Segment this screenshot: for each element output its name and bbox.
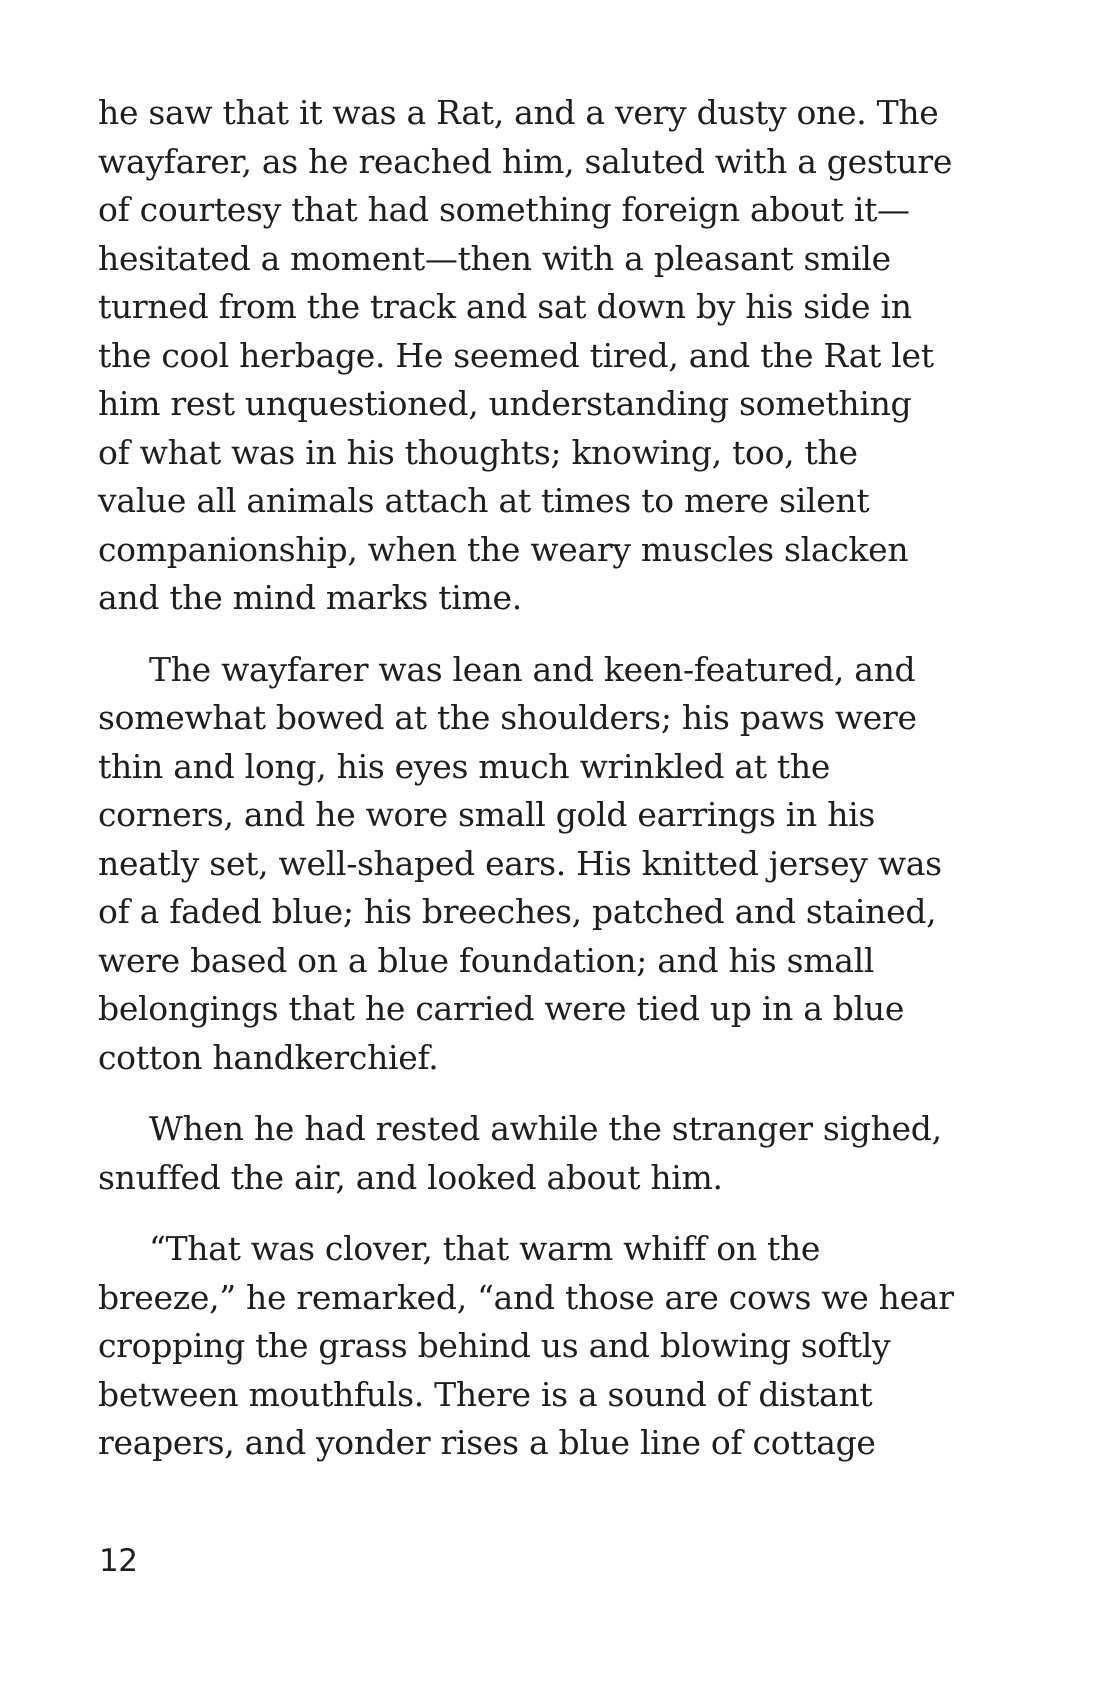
text-line: between mouthfuls. There is a sound of distant (98, 1374, 873, 1414)
paragraph-1 (98, 89, 998, 623)
text-line: he saw that it was a Rat, and a very dusty one. The (98, 93, 939, 132)
paragraph-2 (98, 646, 998, 1083)
text-line: corners, and he wore small gold earrings in his (98, 795, 876, 834)
text-line: wayfarer, as he reached him, saluted with a gesture (98, 141, 953, 181)
text-line: thin and long, his eyes much wrinkled at the (98, 746, 831, 786)
text-line: The wayfarer was lean and keen-featured, and (149, 649, 916, 689)
paragraph-4 (98, 1225, 998, 1468)
text-line: “That was clover, that warm whiff on the (149, 1229, 821, 1268)
page-body (98, 89, 998, 1468)
text-line: and the mind marks time. (98, 578, 522, 617)
text-line: belongings that he carried were tied up in a blue (98, 989, 905, 1028)
text-line: him rest unquestioned, understanding something (98, 384, 912, 423)
text-line: of what was in his thoughts; knowing, too, the (98, 432, 858, 472)
text-line: of a faded blue; his breeches, patched and stained, (98, 892, 937, 931)
text-line: somewhat bowed at the shoulders; his paws were (98, 698, 917, 737)
text-line: cotton handkerchief. (98, 1037, 439, 1077)
text-line: snuffed the air, and looked about him. (98, 1157, 723, 1197)
text-line: cropping the grass behind us and blowing softly (98, 1326, 891, 1365)
page-number: 12 (99, 1543, 138, 1579)
text-line: turned from the track and sat down by his side in (98, 287, 912, 326)
paragraph-3 (98, 1105, 998, 1202)
text-line: reapers, and yonder rises a blue line of cottage (98, 1423, 876, 1462)
text-line: neatly set, well-shaped ears. His knitted jersey was (98, 843, 942, 883)
text-line: the cool herbage. He seemed tired, and the Rat let (98, 335, 934, 375)
text-line: companionship, when the weary muscles slacken (98, 529, 909, 569)
text-line: were based on a blue foundation; and his small (98, 940, 875, 980)
text-line: of courtesy that had something foreign about it— (98, 190, 910, 229)
text-line: breeze,” he remarked, “and those are cows we hear (98, 1277, 954, 1317)
text-line: hesitated a moment—then with a pleasant smile (98, 238, 891, 278)
text-line: When he had rested awhile the stranger sighed, (149, 1109, 942, 1148)
text-line: value all animals attach at times to mere silent (98, 481, 870, 520)
